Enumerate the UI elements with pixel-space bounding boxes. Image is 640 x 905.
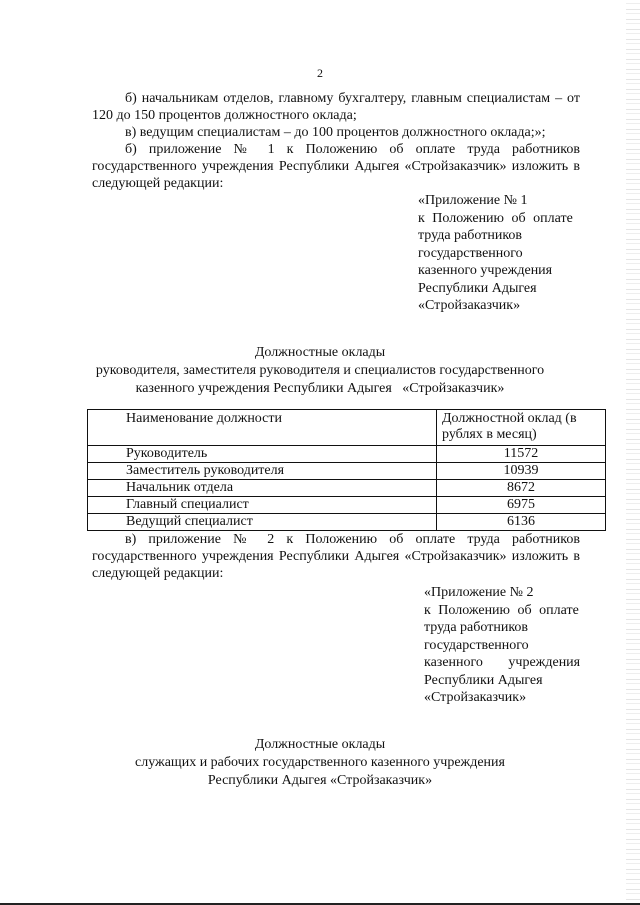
cell-position: Начальник отдела: [88, 480, 437, 497]
cell-position: Заместитель руководителя: [88, 463, 437, 480]
cell-position: Руководитель: [88, 446, 437, 463]
header-position: Наименование должности: [88, 410, 437, 446]
annex-1-line: «Стройзаказчик»: [418, 298, 521, 313]
table-row: [88, 463, 606, 480]
heading-2-line: служащих и рабочих государственного казенного учреждения: [135, 755, 505, 770]
annex-2-line: государственного: [424, 637, 529, 653]
annex-2-line: Республики Адыгея: [424, 672, 543, 688]
table-row: [88, 446, 606, 463]
annex-1-line: Республики Адыгея: [418, 280, 537, 296]
paragraph-v2: в) приложение № 2 к Положению об оплате труда работников государственного учреждения Республики Адыгея «Стройзаказчик» изложить в следующей редакции:: [92, 532, 580, 581]
page-number: 2: [317, 66, 323, 80]
heading-1-line: казенного учреждения Республики Адыгея «Стройзаказчик»: [135, 381, 505, 396]
heading-1-line: руководителя, заместителя руководителя и специалистов государственного: [95, 363, 545, 378]
cell-salary: 11572: [437, 446, 606, 463]
annex-1-line: труда работников: [418, 228, 523, 243]
heading-2-line: Республики Адыгея «Стройзаказчик»: [207, 773, 433, 788]
annex-1-line: к Положению об оплате: [418, 210, 573, 226]
table-row: [88, 514, 606, 531]
annex-2-line: «Приложение № 2: [424, 585, 534, 600]
annex-1-block: [418, 192, 588, 315]
heading-1: [0, 344, 640, 398]
table-row: [88, 497, 606, 514]
cell-salary: 6136: [437, 514, 606, 531]
annex-2-line: «Стройзаказчик»: [424, 690, 527, 705]
annex-1-line: казенного учреждения: [418, 263, 553, 278]
paragraph-b2: б) приложение № 1 к Положению об оплате труда работников государственного учреждения Республики Адыгея «Стройзаказчик» изложить в следующей редакции:: [92, 142, 580, 191]
header-salary: Должностной оклад (в рублях в месяц): [437, 410, 606, 446]
table-row: [88, 480, 606, 497]
annex-2-line: к Положению об оплате: [424, 602, 579, 618]
heading-1-line: Должностные оклады: [254, 345, 386, 360]
cell-salary: 8672: [437, 480, 606, 497]
heading-2-line: Должностные оклады: [254, 737, 386, 752]
salary-table: [87, 409, 606, 531]
annex-2-line: казенного учреждения: [424, 655, 581, 670]
cell-salary: 10939: [437, 463, 606, 480]
heading-2: [0, 736, 640, 790]
annex-2-line: труда работников: [424, 620, 529, 635]
annex-2-block: [424, 584, 594, 707]
table-header-row: [88, 410, 606, 446]
cell-salary: 6975: [437, 497, 606, 514]
annex-1-line: «Приложение № 1: [418, 193, 528, 208]
annex-1-line: государственного: [418, 245, 523, 261]
paragraph-b: б) начальникам отделов, главному бухгалтеру, главным специалистам – от 120 до 150 процентов должностного оклада;: [92, 91, 580, 123]
paragraph-v: в) ведущим специалистам – до 100 процентов должностного оклада;»;: [125, 125, 546, 140]
cell-position: Главный специалист: [88, 497, 437, 514]
cell-position: Ведущий специалист: [88, 514, 437, 531]
